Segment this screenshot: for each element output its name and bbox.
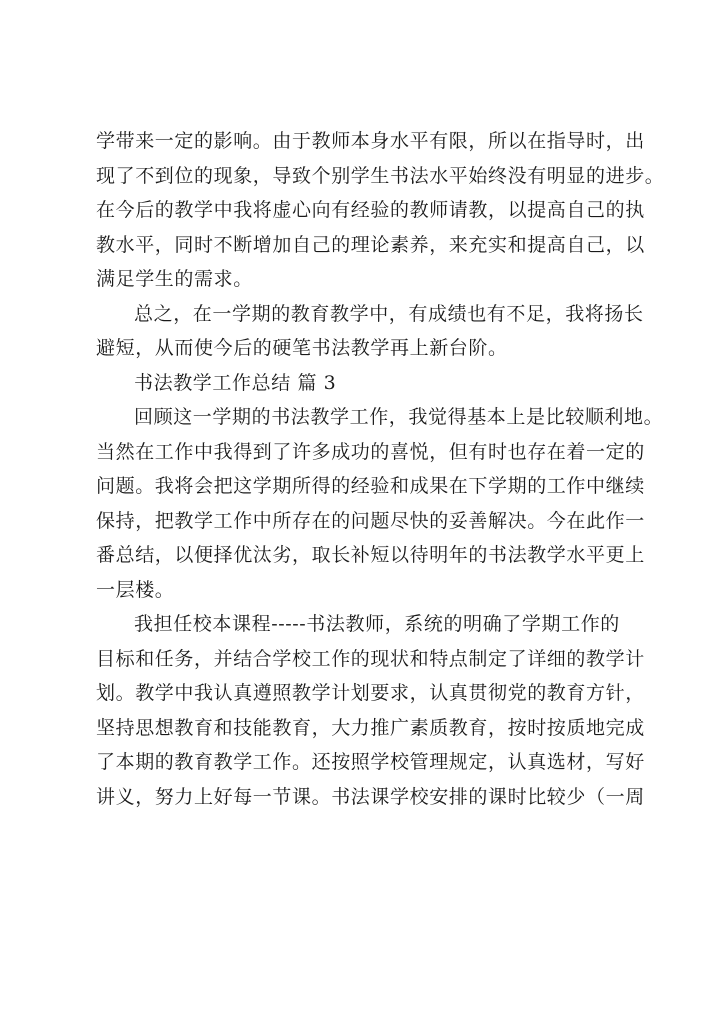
text-line: 番总结，以便择优汰劣，取长补短以待明年的书法教学水平更上 xyxy=(96,544,645,566)
text-line: 我担任校本课程-----书法教师，系统的明确了学期工作的 xyxy=(134,613,620,635)
text-line: 避短，从而使今后的硬笔书法教学再上新台阶。 xyxy=(96,337,508,359)
document-page xyxy=(96,124,665,814)
text-line: 目标和任务，并结合学校工作的现状和特点制定了详细的教学计 xyxy=(96,647,645,670)
text-line: 坚持思想教育和技能教育，大力推广素质教育，按时按质地完成 xyxy=(96,716,645,739)
text-line: 保持，把教学工作中所存在的问题尽快的妥善解决。今在此作一 xyxy=(96,509,645,532)
text-line: 在今后的教学中我将虚心向有经验的教师请教，以提高自己的执 xyxy=(96,199,645,221)
text-line: 当然在工作中我得到了许多成功的喜悦，但有时也存在着一定的 xyxy=(96,440,645,463)
text-line: 满足学生的需求。 xyxy=(96,268,253,290)
text-line: 总之，在一学期的教育教学中，有成绩也有不足，我将扬长 xyxy=(134,302,644,325)
section-heading: 书法教学工作总结 篇 3 xyxy=(134,371,337,394)
text-line: 讲义，努力上好每一节课。书法课学校安排的课时比较少（一周 xyxy=(96,785,645,808)
text-line: 学带来一定的影响。由于教师本身水平有限，所以在指导时，出 xyxy=(96,130,645,152)
text-line: 教水平，同时不断增加自己的理论素养，来充实和提高自己，以 xyxy=(96,233,645,256)
text-line: 一层楼。 xyxy=(96,578,175,601)
text-line: 了本期的教育教学工作。还按照学校管理规定，认真选材，写好 xyxy=(96,751,645,773)
text-line: 回顾这一学期的书法教学工作，我觉得基本上是比较顺利地。 xyxy=(134,406,664,428)
text-line: 问题。我将会把这学期所得的经验和成果在下学期的工作中继续 xyxy=(96,475,645,497)
text-line: 划。教学中我认真遵照教学计划要求，认真贯彻党的教育方针， xyxy=(96,682,645,704)
text-line: 现了不到位的现象，导致个别学生书法水平始终没有明显的进步。 xyxy=(96,164,665,187)
